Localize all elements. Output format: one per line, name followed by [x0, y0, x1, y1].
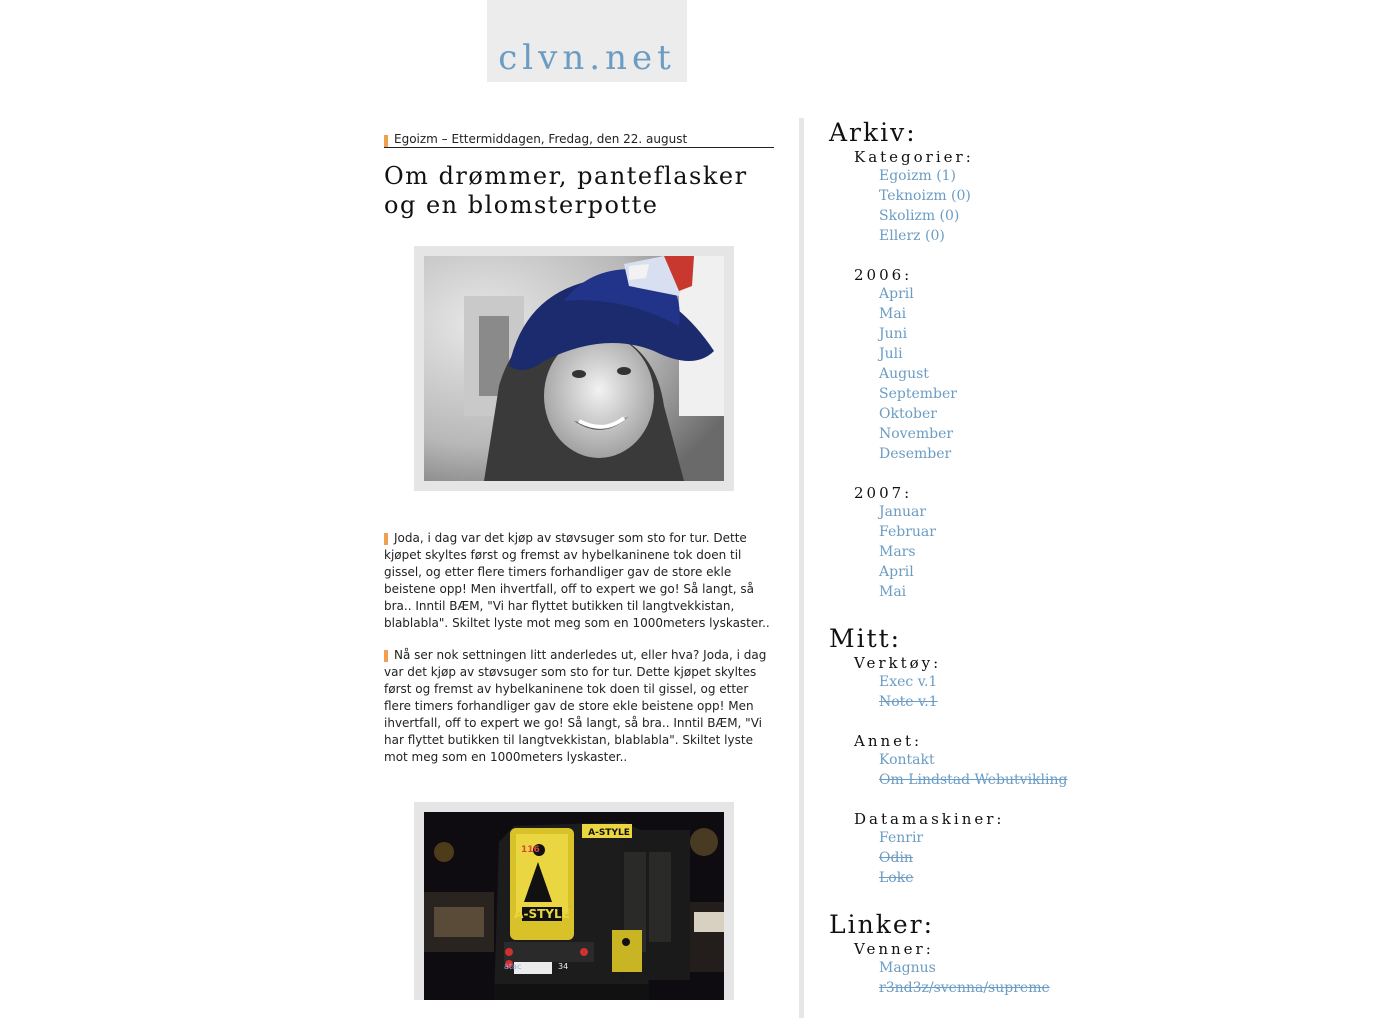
column-divider: [799, 118, 804, 1018]
post-meta: [384, 132, 774, 148]
post-title-line-1: Om drømmer, panteflasker: [384, 162, 748, 190]
post-photo-2-frame: [414, 802, 734, 1000]
archive-link-2007-april[interactable]: April: [879, 564, 914, 580]
archive-link-2006-juni[interactable]: Juni: [879, 326, 908, 342]
tools-list: [879, 672, 1149, 712]
archive-link-2007-februar[interactable]: Februar: [879, 524, 936, 540]
archive-2007-list: [879, 502, 1149, 602]
archive-2006-list: [879, 284, 1149, 464]
computer-link-fenrir[interactable]: Fenrir: [879, 830, 924, 846]
archive-link-2006-november[interactable]: November: [879, 426, 954, 442]
tool-link-note[interactable]: Note v.1: [879, 694, 938, 710]
sidebar-subheading-venner: Venner:: [854, 940, 934, 958]
archive-link-2007-januar[interactable]: Januar: [879, 504, 927, 520]
photo2-bus-number: 34: [558, 962, 569, 971]
archive-link-2006-september[interactable]: September: [879, 386, 957, 402]
category-link-ellerz[interactable]: Ellerz (0): [879, 228, 945, 244]
post-paragraph-1: [384, 530, 776, 632]
post-paragraph-1-text: Joda, i dag var det kjøp av støvsuger som sto for tur. Dette kjøpet skyltes først og fremst av hybelkaninene tok doen til gissel, og etter flere timers forhandliger gav de store ekle beistene opp! Men ihvertfall, off to expert we go! Så langt, så bra.. Inntil BÆM, "Vi har flyttet butikken til langtvekkistan, blablabla". Skiltet lyste mot meg som en 1000meters lyskaster..: [384, 531, 770, 630]
sidebar-heading-mitt: Mitt:: [829, 624, 902, 653]
friend-link-magnus[interactable]: Magnus: [879, 960, 936, 976]
sidebar-subheading-2007: 2007:: [854, 484, 913, 502]
archive-link-2006-august[interactable]: August: [879, 366, 929, 382]
other-link-lindstad[interactable]: Om Lindstad Webutvikling: [879, 772, 1068, 788]
category-link-teknoizm[interactable]: Teknoizm (0): [879, 188, 971, 204]
archive-link-2006-juli[interactable]: Juli: [879, 346, 903, 362]
category-link-egoizm[interactable]: Egoizm (1): [879, 168, 957, 184]
accent-bar: [384, 533, 388, 545]
archive-link-2006-mai[interactable]: Mai: [879, 306, 907, 322]
photo2-side-sign: A-STYLE: [588, 828, 630, 838]
sidebar-subheading-annet: Annet:: [854, 732, 923, 750]
post-paragraph-2: [384, 647, 776, 766]
post-photo-1: [424, 256, 724, 481]
friend-link-r3nd3z[interactable]: r3nd3z/svenna/supreme: [879, 980, 1050, 996]
sidebar-subheading-kategorier: Kategorier:: [854, 148, 974, 166]
tool-link-exec[interactable]: Exec v.1: [879, 674, 938, 690]
photo2-sign-text: A-STYLE: [514, 907, 570, 921]
category-link-skolizm[interactable]: Skolizm (0): [879, 208, 960, 224]
accent-bar: [384, 650, 388, 662]
sidebar-subheading-2006: 2006:: [854, 266, 913, 284]
other-list: [879, 750, 1149, 790]
post-photo-1-frame: [414, 246, 734, 491]
site-logo-box[interactable]: [487, 0, 687, 82]
accent-bar: [384, 135, 388, 147]
sidebar-subheading-verktoy: Verktøy:: [854, 654, 942, 672]
post-title: [384, 162, 784, 220]
photo2-route: 116: [521, 845, 540, 855]
friends-list: [879, 958, 1149, 998]
computers-list: [879, 828, 1149, 888]
post-meta-text: Egoizm – Ettermiddagen, Fredag, den 22. august: [394, 132, 688, 146]
archive-link-2007-mars[interactable]: Mars: [879, 544, 916, 560]
post-photo-2: [424, 812, 724, 1000]
sidebar-heading-arkiv: Arkiv:: [829, 118, 917, 147]
category-list: [879, 166, 1149, 246]
archive-link-2007-mai[interactable]: Mai: [879, 584, 907, 600]
photo2-brand: atac: [504, 962, 522, 971]
computer-link-odin[interactable]: Odin: [879, 850, 913, 866]
sidebar-subheading-datamaskiner: Datamaskiner:: [854, 810, 1005, 828]
post-title-line-2: og en blomsterpotte: [384, 191, 659, 219]
archive-link-2006-oktober[interactable]: Oktober: [879, 406, 937, 422]
post-paragraph-2-text: Nå ser nok settningen litt anderledes ut, eller hva? Joda, i dag var det kjøp av støvsuger som sto for tur. Dette kjøpet skyltes først og fremst av hybelkaninene tok doen til gissel, og etter flere timers forhandliger gav de store ekle beistene opp! Men ihvertfall, off to expert we go! Så langt, så bra.. Inntil BÆM, "Vi har flyttet butikken til langtvekkistan, blablabla". Skiltet lyste mot meg som en 1000meters lyskaster..: [384, 648, 767, 764]
archive-link-2006-desember[interactable]: Desember: [879, 446, 952, 462]
archive-link-2006-april[interactable]: April: [879, 286, 914, 302]
other-link-kontakt[interactable]: Kontakt: [879, 752, 935, 768]
computer-link-loke[interactable]: Loke: [879, 870, 914, 886]
site-title[interactable]: clvn.net: [498, 38, 676, 78]
sidebar-heading-linker: Linker:: [829, 910, 935, 939]
sidebar: [829, 118, 1149, 998]
